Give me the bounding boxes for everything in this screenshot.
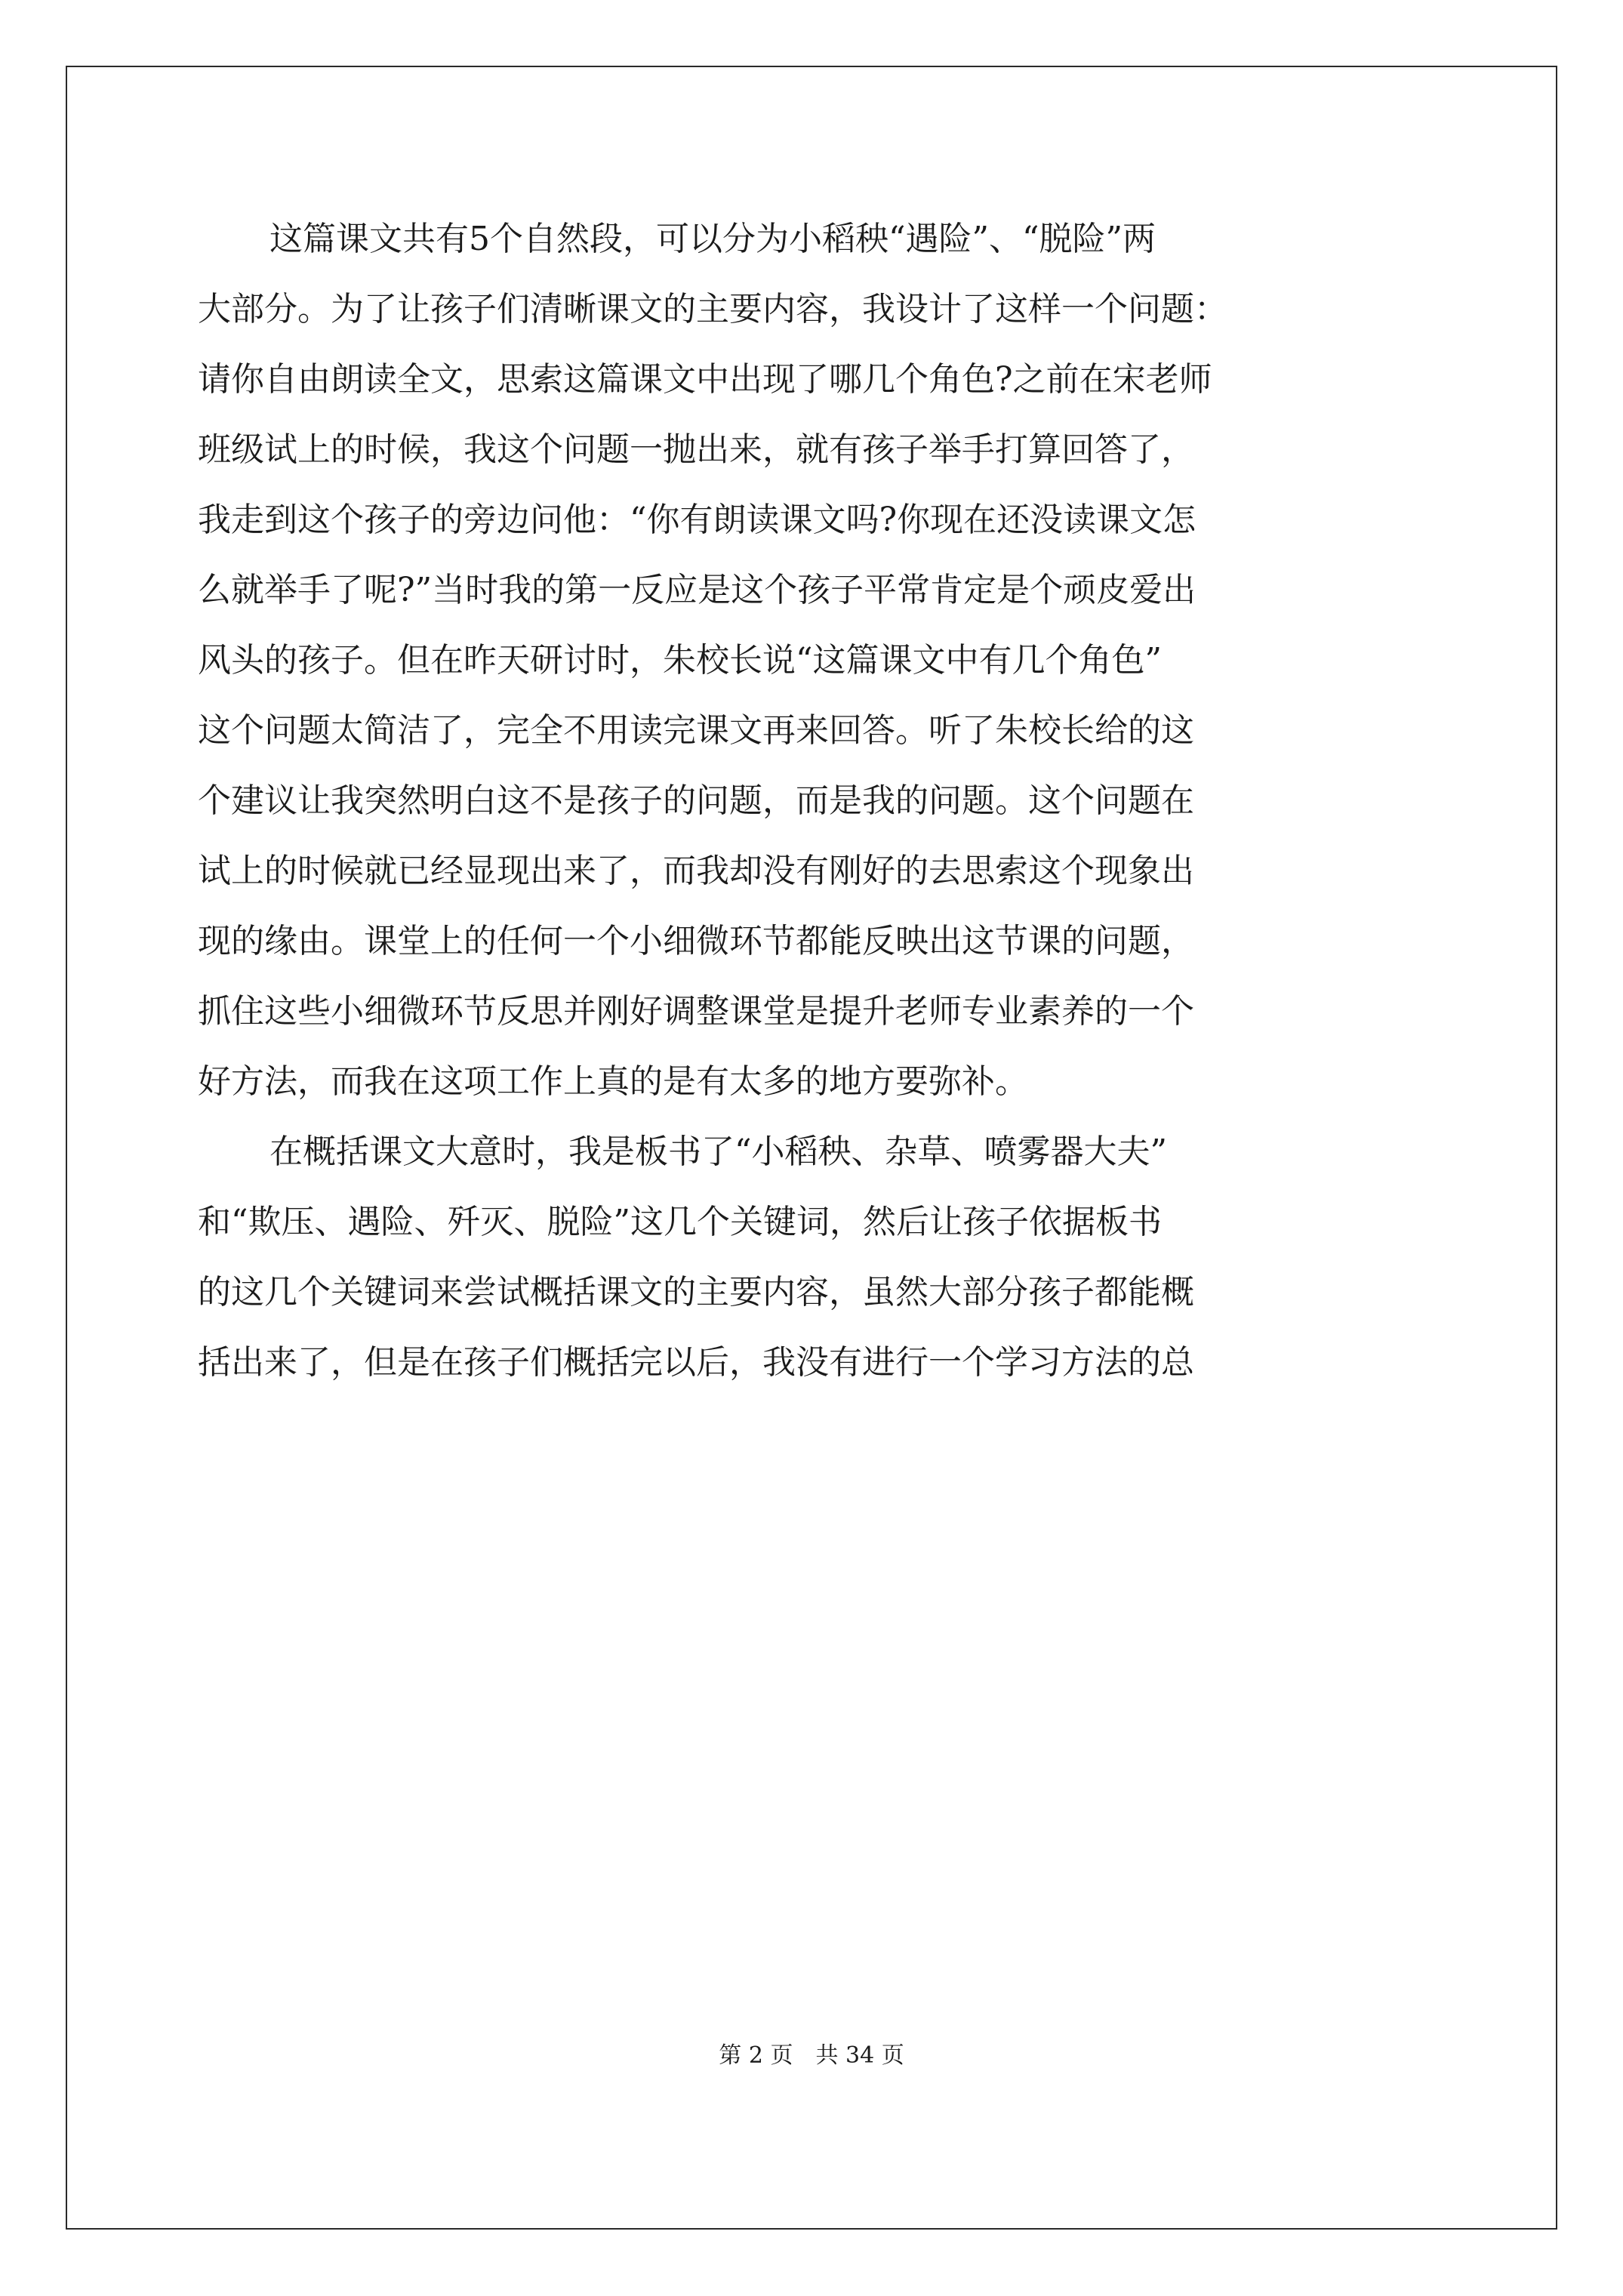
page-number: 第 2 页 共 34 页 bbox=[719, 2042, 904, 2069]
paragraph-2-line-2: 和“欺压、遇险、歼灭、脱险”这几个关键词，然后让孩子依据板书 bbox=[198, 1203, 1162, 1241]
paragraph-1-line-7: 风头的孩子。但在昨天研讨时，朱校长说“这篇课文中有几个角色” bbox=[198, 641, 1162, 680]
paragraph-2-line-1: 在概括课文大意时，我是板书了“小稻秧、杂草、喷雾器大夫” bbox=[269, 1133, 1167, 1171]
paragraph-1-line-6: 么就举手了呢?”当时我的第一反应是这个孩子平常肯定是个顽皮爱出 bbox=[198, 571, 1196, 609]
paragraph-1-line-10: 试上的时候就已经显现出来了，而我却没有刚好的去思索这个现象出 bbox=[198, 852, 1194, 890]
paragraph-1-line-11: 现的缘由。课堂上的任何一个小细微环节都能反映出这节课的问题， bbox=[198, 922, 1194, 960]
paragraph-1-line-1: 这篇课文共有5个自然段，可以分为小稻秧“遇险”、“脱险”两 bbox=[269, 220, 1156, 258]
paragraph-1-line-5: 我走到这个孩子的旁边问他：“你有朗读课文吗?你现在还没读课文怎 bbox=[198, 501, 1196, 539]
paragraph-1-line-8: 这个问题太简洁了，完全不用读完课文再来回答。听了朱校长给的这 bbox=[198, 711, 1194, 750]
paragraph-1-line-13: 好方法，而我在这项工作上真的是有太多的地方要弥补。 bbox=[198, 1062, 1028, 1101]
paragraph-1-line-4: 班级试上的时候，我这个问题一抛出来，就有孩子举手打算回答了， bbox=[198, 430, 1194, 469]
paragraph-1-line-3: 请你自由朗读全文，思索这篇课文中出现了哪几个角色?之前在宋老师 bbox=[198, 360, 1212, 399]
paragraph-1-line-12: 抓住这些小细微环节反思并刚好调整课堂是提升老师专业素养的一个 bbox=[198, 992, 1194, 1031]
document-body bbox=[198, 204, 1436, 1398]
paragraph-1-line-9: 个建议让我突然明白这不是孩子的问题，而是我的问题。这个问题在 bbox=[198, 781, 1194, 820]
paragraph-1-line-2: 大部分。为了让孩子们清晰课文的主要内容，我设计了这样一个问题： bbox=[198, 290, 1227, 328]
paragraph-2-line-3: 的这几个关键词来尝试概括课文的主要内容，虽然大部分孩子都能概 bbox=[198, 1273, 1194, 1311]
paragraph-2-line-4: 括出来了，但是在孩子们概括完以后，我没有进行一个学习方法的总 bbox=[198, 1343, 1194, 1382]
